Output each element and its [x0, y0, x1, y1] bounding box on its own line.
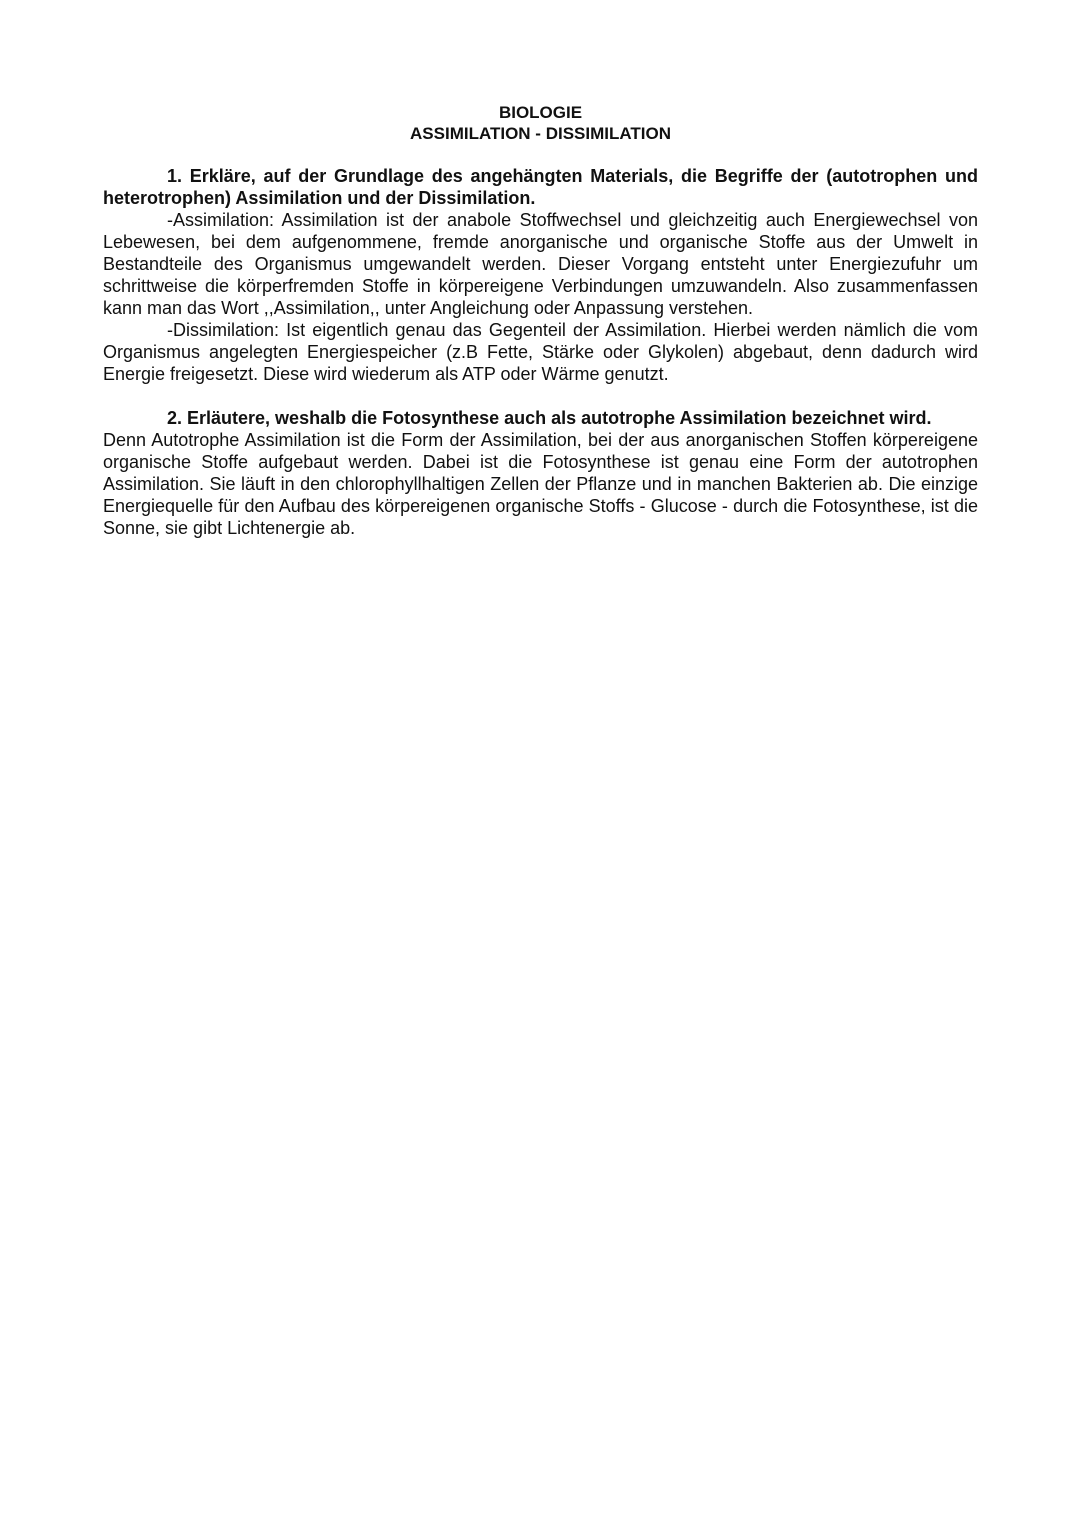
- document-header: [103, 102, 978, 144]
- section-spacer: [103, 385, 978, 407]
- question-1: 1. Erkläre, auf der Grundlage des angehängten Materials, die Begriffe der (autotrophen und heterotrophen) Assimilation und der Dissimilation.: [103, 166, 978, 208]
- answer-dissimilation: -Dissimilation: Ist eigentlich genau das Gegenteil der Assimilation. Hierbei werden nämlich die vom Organismus angelegten Energiespeicher (z.B Fette, Stärke oder Glykolen) abgebaut, denn dadurch wird Energie freigesetzt. Diese wird wiederum als ATP oder Wärme genutzt.: [103, 320, 978, 384]
- section-1: [103, 165, 978, 385]
- question-2: 2. Erläutere, weshalb die Fotosynthese auch als autotrophe Assimilation bezeichnet wird.: [167, 408, 932, 428]
- subject-title: BIOLOGIE: [498, 103, 583, 122]
- answer-fotosynthese: Denn Autotrophe Assimilation ist die Form der Assimilation, bei der aus anorganischen Stoffen körpereigene organische Stoffe aufgebaut werden. Dabei ist die Fotosynthese ist genau eine Form der autotrophen Assimilation. Sie läuft in den chlorophyllhaltigen Zellen der Pflanze und in manchen Bakterien ab. Die einzige Energiequelle für den Aufbau des körpereigenen organische Stoffs - Glucose - durch die Fotosynthese, ist die Sonne, sie gibt Lichtenergie ab.: [103, 430, 978, 538]
- answer-assimilation: -Assimilation: Assimilation ist der anabole Stoffwechsel und gleichzeitig auch Energiewechsel von Lebewesen, bei dem aufgenommene, fremde anorganische und organische Stoffe aus der Umwelt in Bestandteile des Organismus umgewandelt werden. Dieser Vorgang entsteht unter Energiezufuhr um schrittweise die körperfremden Stoffe in körpereigene Verbindungen umzuwandeln. Also zusammenfassen kann man das Wort ,,Assimilation,, unter Angleichung oder Anpassung verstehen.: [103, 210, 978, 318]
- topic-title: ASSIMILATION - DISSIMILATION: [410, 124, 671, 143]
- document-page: [103, 102, 978, 539]
- section-2: [103, 407, 978, 539]
